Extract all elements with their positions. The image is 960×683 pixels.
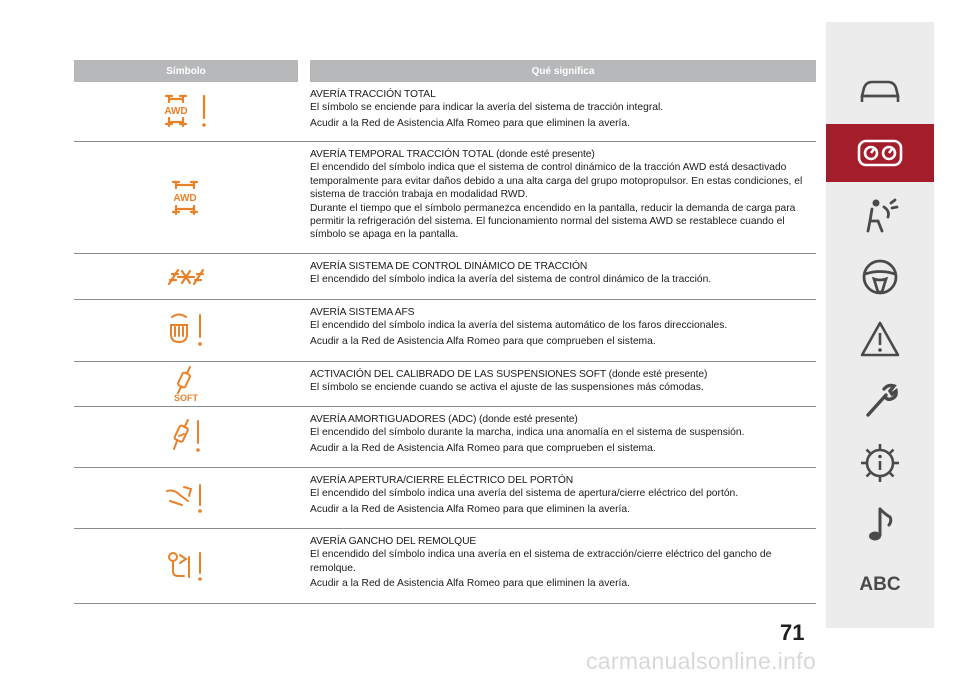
sidebar-item-technical-data[interactable] bbox=[826, 434, 934, 492]
symbol-column-header: Símbolo bbox=[74, 60, 298, 82]
row-note: Acudir a la Red de Asistencia Alfa Romeo para que eliminen la avería. bbox=[310, 503, 630, 515]
row-title: AVERÍA GANCHO DEL REMOLQUE bbox=[310, 536, 477, 547]
steering-wheel-icon bbox=[860, 257, 900, 297]
sidebar-item-maintenance[interactable] bbox=[826, 372, 934, 430]
meaning-column-header: Qué significa bbox=[310, 60, 816, 82]
table-row bbox=[74, 468, 816, 529]
table-row bbox=[74, 407, 816, 468]
sidebar-item-emergency[interactable] bbox=[826, 310, 934, 368]
table-row bbox=[74, 529, 816, 604]
row-description: El encendido del símbolo indica la avería del sistema de control dinámico de la tracción. bbox=[310, 274, 712, 286]
awd-fault-warning-icon bbox=[162, 92, 210, 132]
svg-text:AWD: AWD bbox=[164, 105, 188, 117]
dynamic-traction-control-icon bbox=[166, 265, 206, 289]
info-gear-icon bbox=[859, 442, 901, 484]
warning-triangle-icon bbox=[859, 320, 901, 358]
soft-suspension-icon bbox=[168, 365, 204, 403]
table-row bbox=[74, 82, 816, 142]
shock-absorber-warning-icon bbox=[166, 417, 206, 457]
row-description: El encendido del símbolo indica que el sistema de control dinámico de la tracción AWD está desactivado temporalmente para evitar daños debido a una alta carga del grupo motopropulsor. En estas condiciones, el sistema de tracción trabaja en modalidad RWD. bbox=[310, 162, 803, 201]
row-description: El encendido del símbolo indica una avería en el sistema de extracción/cierre eléctrico del gancho de remolque. bbox=[310, 549, 772, 574]
page-number: 71 bbox=[780, 620, 805, 645]
table-row bbox=[74, 300, 816, 362]
sidebar-item-car[interactable] bbox=[826, 62, 934, 120]
sidebar-item-index[interactable] bbox=[826, 556, 934, 614]
row-title: AVERÍA TEMPORAL TRACCIÓN TOTAL (donde esté presente) bbox=[310, 149, 595, 160]
row-description: El símbolo se enciende cuando se activa el ajuste de las suspensiones más cómodas. bbox=[310, 382, 704, 394]
table-row bbox=[74, 362, 816, 407]
table-row bbox=[74, 254, 816, 300]
soft-icon-label: SOFT bbox=[174, 393, 198, 403]
afs-headlight-warning-icon bbox=[164, 311, 208, 351]
row-note: Durante el tiempo que el símbolo permanezca encendido en la pantalla, reducir la demanda de carga para permitir la refrigeración del sistema. El funcionamiento normal del sistema AWD se restablece cuando el símbolo se apaga en la pantalla. bbox=[310, 202, 796, 241]
car-icon bbox=[858, 76, 902, 106]
warning-lights-table bbox=[74, 60, 816, 604]
wrench-icon bbox=[860, 381, 900, 421]
tow-hook-warning-icon bbox=[164, 549, 208, 583]
abc-index-label: ABC bbox=[859, 574, 901, 595]
sidebar-item-instruments[interactable] bbox=[826, 124, 934, 182]
row-note: Acudir a la Red de Asistencia Alfa Romeo para que comprueben el sistema. bbox=[310, 442, 656, 454]
row-title: AVERÍA SISTEMA AFS bbox=[310, 307, 415, 318]
row-title: AVERÍA APERTURA/CIERRE ELÉCTRICO DEL PORTÓN bbox=[310, 475, 574, 486]
sidebar-item-driving[interactable] bbox=[826, 248, 934, 306]
table-header bbox=[74, 60, 816, 82]
airbag-seat-icon bbox=[860, 195, 900, 235]
music-note-icon bbox=[862, 505, 898, 545]
instrument-panel-icon bbox=[857, 138, 903, 168]
tailgate-warning-icon bbox=[164, 481, 208, 515]
row-description: El símbolo se enciende para indicar la avería del sistema de tracción integral. bbox=[310, 102, 664, 114]
row-note: Acudir a la Red de Asistencia Alfa Romeo para que eliminen la avería. bbox=[310, 117, 630, 129]
row-description: El encendido del símbolo durante la marcha, indica una anomalía en el sistema de suspensión. bbox=[310, 427, 745, 439]
sidebar-item-safety[interactable] bbox=[826, 186, 934, 244]
watermark: carmanualsonline.info bbox=[586, 648, 817, 674]
row-note: Acudir a la Red de Asistencia Alfa Romeo para que comprueben el sistema. bbox=[310, 335, 656, 347]
row-title: AVERÍA AMORTIGUADORES (ADC) (donde esté presente) bbox=[310, 414, 578, 425]
row-description: El encendido del símbolo indica una avería del sistema de apertura/cierre eléctrico del portón. bbox=[310, 488, 739, 500]
sidebar-item-multimedia[interactable] bbox=[826, 496, 934, 554]
row-title: AVERÍA SISTEMA DE CONTROL DINÁMICO DE TRACCIÓN bbox=[310, 261, 588, 272]
table-row bbox=[74, 142, 816, 254]
row-title: AVERÍA TRACCIÓN TOTAL bbox=[310, 89, 436, 100]
awd-temporary-fault-icon bbox=[169, 178, 203, 218]
svg-text:AWD: AWD bbox=[173, 192, 197, 204]
row-title: ACTIVACIÓN DEL CALIBRADO DE LAS SUSPENSIONES SOFT (donde esté presente) bbox=[310, 369, 708, 380]
row-description: El encendido del símbolo indica la avería del sistema automático de los faros direccionales. bbox=[310, 320, 728, 332]
row-note: Acudir a la Red de Asistencia Alfa Romeo para que eliminen la avería. bbox=[310, 578, 630, 590]
chapter-sidebar bbox=[826, 22, 934, 628]
